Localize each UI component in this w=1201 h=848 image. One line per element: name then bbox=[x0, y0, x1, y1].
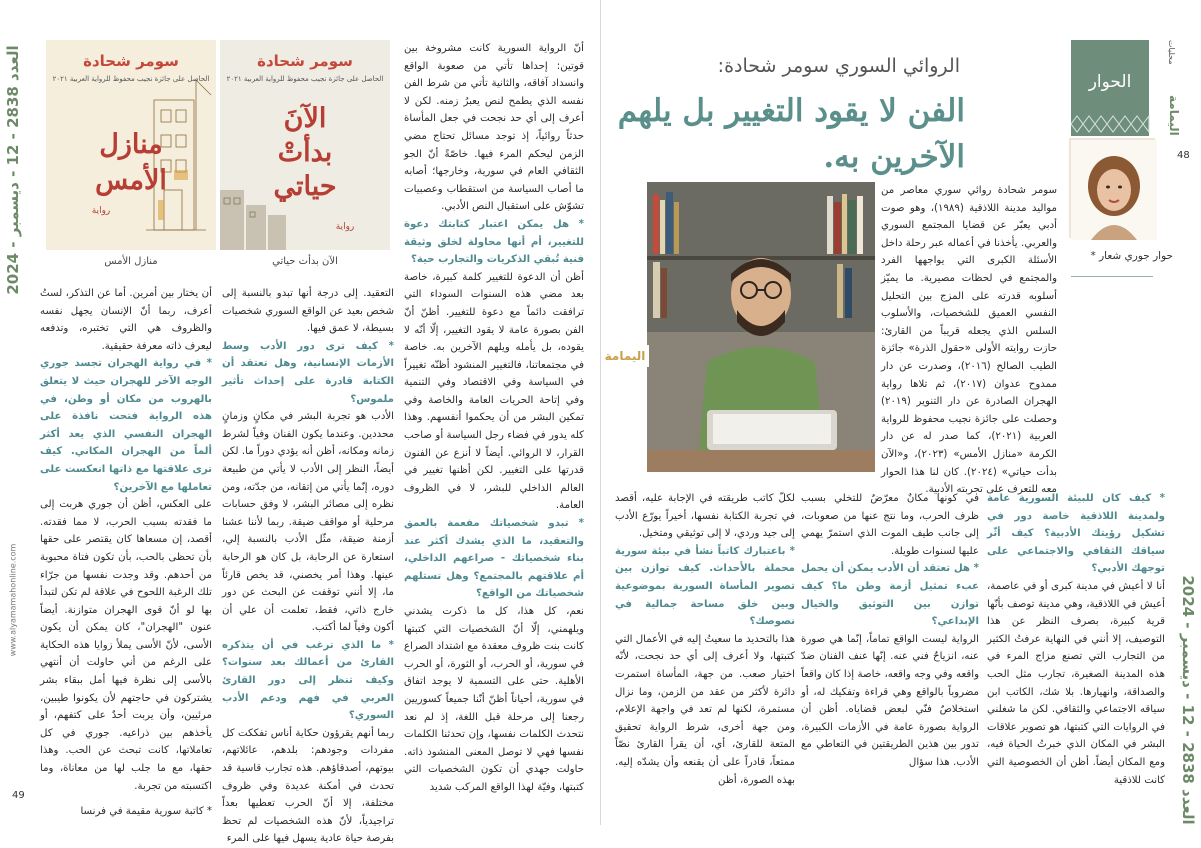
article-column-mid-a bbox=[615, 490, 795, 810]
cover-author: سومر شحادة bbox=[83, 52, 179, 70]
cover-title-line1: الآنَ bbox=[283, 103, 327, 134]
page-48 bbox=[600, 0, 1200, 825]
book-cover-al-an-bada-at-hayati bbox=[220, 40, 390, 250]
paragraph: هذا بالتحديد ما سعيتُ إليه في الأعمال التي كتبتها، ولا أعرف إلى أي حد نجحت، لأنّه اختيار صعب. من جهة، المأساة استمرت دائرة لأكثر من عقد من الزمن، وما نزال مستمرة، لكنها لم تعد في واجهة الإعلام، ومن جهة أخرى، شرط الرواية تحقيق المتعة للقارئ، أي، أن يقرأ القارئ نصّاً ممتعاً، قادراً على أن يقنعه وأن يشدّه إليه. بهذه الصورة، أظن bbox=[615, 633, 795, 786]
cover-caption-al-an: الآن بدأت حياتي bbox=[272, 256, 338, 267]
paragraph: أظن أن الدعوة للتغيير كلمة كبيرة، خاصة بعد مضي هذه السنوات السوداء التي ترافقت دائماً مع دعوة للتغيير. أظنّ أنّ الفن بصورة عامة لا يقود التغيير، إلّا أنّه لا يقوده، بل يأمله ويلهم الآخرين به. خاصة في مجتمعاتنا، فالتغيير المنشود أظنّه تغييراً في السياسة وفي الاقتصاد وفي التنمية وفي إتاحة الحريات العامة والخاصة وفي تمكين البشر من أن يحكموا أنفسهم. وهذا كله يدور في فضاء رجل السياسة أو صاحب القرار، لا الروائي. أيضاً لا أنزع عن الفنون قدرتها على التغيير. لكن أظنها تغيير في العالم الداخلي للبشر، لا في الظروف العامة. bbox=[404, 271, 584, 512]
cover-title-line1: منازل bbox=[99, 129, 163, 160]
cover-title-line2: بدأتْ bbox=[277, 137, 333, 168]
cover-genre: رواية bbox=[335, 222, 355, 232]
author-portrait bbox=[1069, 138, 1155, 238]
cover-subtitle: الحاصل على جائزة نجيب محفوظ للرواية العربية ٢٠٢١ bbox=[226, 75, 384, 83]
author-footnote: * كاتبة سورية مقيمة في فرنسا bbox=[80, 806, 212, 818]
portrait-illustration bbox=[1071, 140, 1157, 240]
paragraph: على العكس، أظن أن جوري هربت إلى ما فقدته بسبب الحرب، لا مما فقدته. أقصد، إن مسعاها كان يقتصر على حقها بأن تحظى بالحب، بأن تكون فتاة محبوبة من أحدهم. وقد وجدت نفسها من جرّاء تلك الرغبة اللحوح في علاقة لم تكن لتبدأ بها لو أنّ قوى الهجران متوازنة. أيضاً عنون "الهجران"، كان يمكن أن يكون الأسى، لأنّ الأسى يملأ زوايا هذه الحكاية على الرغم من أني حاولت أن أنتهي بالأسى إلى نظرة فيها أمل ببقاء بشر يشتركون في حاجتهم لأن يكونوا طيبين، مرئيين، وأن يربت أحدٌ على كتفهم، أو يأخذهم بين ذراعيه. جوري في كل تعاملاتها، كانت تبحث عن الحب. وهذا حقها، مع ما جلب لها من معاناة، وما اكتسبته من تجربة. bbox=[40, 499, 212, 792]
paragraph: أنّ الرواية السورية كانت مشروخة بين قوتين: إحداها تأتي من صعوبة الواقع وانسداد آفاقه، والثانية تأتي من شرط الفن نفسه الذي يطمح لنص يعبرُ زمنه. لكن لا أعرف إلى أي حد نجحت في جعل المأساة حدثاً روائياً، إذ توجد مسائل تحتاج مضي الزمن ليحكم المرء فيها. خاصّةً أنّ الجو الثقافي العام في سورية، وخارجها؛ أصابه ما أصاب السياسة من استقطاب وعصبيات تشوّش على استقبال النص الأدبي. bbox=[404, 43, 584, 213]
page-49 bbox=[0, 0, 600, 845]
paragraph: نعم، كل هذا، كل ما ذكرت يشدني ويلهمني، إلّا أنّ الشخصيات التي كتبتها كانت بنت ظروف معقدة مع اشتداد الصراع في سورية، أو الحرب، أو الثورة، أو الحرب الأهلية. حتى على التسمية لا يوجد اتفاق في سورية، أحياناً أظنّ أنّنا جميعاً كسوريين رجعنا إلى مرحلة قبل اللغة، إذ لم نعد نتحدث الكلمات نفسها، وإن تحدثنا الكلمات نفسها فهي لا توصل المعنى المنشود ذاته. حاولت جهدي أن تكون الشخصيات التي كتبتها، وفيّة لهذا الواقع المركب شديد bbox=[404, 606, 584, 793]
cover-title-line2: الأمس bbox=[95, 165, 167, 196]
paragraph: لكلّ كاتب طريقته في الإجابة عليه، أقصد في تجربة الكتابة نفسها، أخيراً يورّع الأدب إلى جيد وردي، لا إلى توثيقي ومتخيل. bbox=[615, 493, 795, 540]
question: * كيف ترى دور الأدب وسط الأزمات الإنسانية، وهل تعتقد أن الكتابة قادرة على إحداث تأثير ملموس؟ bbox=[222, 340, 394, 405]
brand-logo: اليمامة bbox=[1167, 95, 1181, 136]
photo-illustration bbox=[647, 182, 875, 472]
article-headline: الفن لا يقود التغيير بل يلهم الآخرين به. bbox=[617, 93, 965, 175]
credit-divider bbox=[1071, 276, 1153, 277]
question: * في رواية الهجران تجسد جوري الوجه الآخر للهجران حيث لا يتعلق بالهروب من مكان أو وطن، في هذه الرواية فتحت نافذة على الهجران النفسي الذي يعد أكثر ألماً من الهجران المكاني. كيف ترى علاقتها مع ذاتها انعكست على تعاملها مع الآخرين؟ bbox=[40, 358, 212, 493]
paragraph: أن يختار بين أمرين. أما عن التذكر، لستُ أعرف، ربما أنّ الإنسان يجهل نفسه والظروف هي التي تختبره، وتدفعه ليعرف ذاته معرفة حقيقية. bbox=[40, 288, 212, 352]
brand-tag: محليات bbox=[1167, 40, 1176, 65]
article-column-left-b bbox=[40, 285, 212, 818]
issue-label-right: العدد 2838 - 12 - ديسمبر - 2024 bbox=[1179, 575, 1197, 825]
section-label: الحوار bbox=[1088, 72, 1132, 92]
intro-paragraph: سومر شحادة روائي سوري معاصر من مواليد مدينة اللاذقية (١٩٨٩)، وهو صوت أدبي يعبّر عن قضايا المجتمع السوري والعربي. يأخذنا في أعماله عبر رحلة داخل الأسئلة الكبرى التي يواجهها الفرد والمجتمع في لحظات مصيرية. ما يميّز أسلوبه قدرته على المزج بين التحليل النفسي العميق للشخصيات، والأسلوب السلس الذي يجعله قريباً من القارئ: حازت روايته الأولى «حقول الذرة» جائزة الطيب الصالح (٢٠١٦)، وصدرت عن دار ممدوح عدوان (٢٠١٧)، ثم تلاها رواية الهجران الصادرة عن دار التنوير (٢٠١٩) وحصلت على جائزة نجيب محفوظ للرواية العربية (٢٠٢١)، كما صدر له عن دار الكرمة «منازل الأمس» (٢٠٢٣)، و«الآن بدأت حياتي» (٢٠٢٤). كان لنا هذا الحوار معه للتعرف على تجربته الأدبية. bbox=[881, 185, 1058, 496]
cover-title-line3: حياتي bbox=[273, 171, 337, 202]
question: * هل يمكن اعتبار كتابتك دعوة للتغيير، أم أنها محاولة لخلق وثيقة فنية تُبقي الذكريات والتجارب حية؟ bbox=[404, 218, 584, 266]
question: * تبدو شخصياتك مفعمة بالعمق والتعقيد، ما الذي يشدك أكثر عند بناء شخصياتك - صراعهم الداخلي، أم علاقتهم بالمجتمع؟ وهل تستلهم شخصياتك من الواقع؟ bbox=[404, 518, 584, 600]
paragraph: ربما أنهم يقرؤون حكاية أناس تفككت كل مفردات وجودهم: بلدهم، عائلاتهم، بيوتهم، أصدقاؤهم. هذه تجارب قاسية قد تحدث في أمكنة عديدة وفي ظروف مختلفة، إلا أنّ الحرب تعطيها بعداً تراجيدياً، لأنّ هذه الشخصيات لم تحظ بفرصة حياة عادية يسهل فيها على المرء bbox=[222, 727, 394, 845]
page-number-left: 49 bbox=[12, 790, 25, 801]
paragraph: الرواية ليست الواقع تماماً، إنّما هي صورة عنه، انزياحٌ فني عنه. إنّها عنف الفنان ضدّ واقعه وفي وجه واقعه، خاصة إذا كان واقعاً مضروباً بالواقع وهي قراءة وتفكيك له، أو استخلاصٌ فنّي لبعض قضاياه. أظن أن الرواية بصورة عامة في الأزمات الكبيرة، تدور بين هذين الطريقتين في التعاطي مع الأدب. هذا سؤال bbox=[801, 633, 979, 768]
paragraph: في كونها مكانٌ معرّضٌ للتخلي بسبب ظرف الحرب، وما نتج عنها من صعوبات، إلى جانب طيف الموت الذي استمرّ يهمي عليها لسنوات طويلة. bbox=[801, 493, 979, 557]
article-column-mid-b bbox=[404, 40, 584, 810]
question: * هل تعتقد أن الأدب يمكن أن يحمل عبء تمثيل أزمة وطن ما؟ كيف توازن بين التوثيق والخيال الإبداعي؟ bbox=[801, 563, 979, 628]
brand-logo-inline: اليمامة bbox=[601, 345, 649, 367]
cover-subtitle: الحاصل على جائزة نجيب محفوظ للرواية العربية ٢٠٢١ bbox=[52, 75, 210, 83]
cover-author: سومر شحادة bbox=[257, 52, 353, 70]
page-number-right: 48 bbox=[1177, 150, 1190, 161]
cover-caption-manazil: منازل الأمس bbox=[104, 256, 158, 267]
website-url[interactable]: www.alyamamahonline.com bbox=[8, 543, 18, 657]
cover-genre: رواية bbox=[91, 206, 111, 216]
issue-label-left: العدد 2838 - 12 - ديسمبر - 2024 bbox=[4, 45, 22, 295]
article-column-right-b bbox=[801, 490, 979, 810]
question: * ما الذي ترغب في أن يتذكره القارئ من أعمالك بعد سنوات؟ وكيف تنظر إلى دور القارئ العربي في فهم ودعم الأدب السوري؟ bbox=[222, 639, 394, 722]
article-column-left-a bbox=[222, 285, 394, 845]
paragraph: التعقيد. إلى درجة أنها تبدو بالنسبة إلى شخص بعيد عن الواقع السوري شخصيات بسيطة، لا عمق فيها. bbox=[222, 288, 394, 335]
paragraph: أنا لا أعيش في مدينة كبرى أو في عاصمة، أعيش في اللاذقية، وهي مدينة توصف بأنّها قرية كبيرة، بصرف النظر عن هذا التوصيف، إلا أنني في النهاية عرفتُ الكثير من التجارب التي تصنع مزاج المرء في هذه المدينة الصغيرة، تجارب مثل الحب والصداقة، وانهيارها. بلا شك، الكاتب ابن سياقه الاجتماعي والثقافي. لكن ما شغلني في الروايات التي كتبتها، هو تصوير علاقات البشر في المكان الذي خبرتُ الحياة فيه، ومع المكان أيضاً. أظن أن الخصوصية التي كانت للاذقية bbox=[987, 580, 1165, 786]
article-intro bbox=[881, 182, 1058, 496]
paragraph: الأدب هو تجربة البشر في مكانٍ وزمانٍ محددين. وعندما يكون الفنان وفياً لشرط زمانه ومكانه، أظن أنه يؤدي دوراً ما. لكن أيضاً، النظر إلى الأدب لا يأتي من طبيعة دوره، إنّما يأتي من إتقانه، من جدّته، ومن نظره إلى مصائر البشر، لا وفق حسابات مرحلية أو مواقف ضيقة. ربما لأننا عشنا أزمنة ضيقة، مثّل الأدب بالنسبة إلي، استعارة عن الرحابة، بل كان هو الرحابة عينها. وهذا أمر يخصني، قد يخص قارئاً ما، إلا أنني توقفت عن البحث عن دور خارج ذاتي، فقط، تعلمت أن علي أن أكون وفياً لما أكتب. bbox=[222, 411, 394, 634]
book-cover-manazil-al-ams bbox=[46, 40, 216, 250]
left-edge-strip bbox=[0, 0, 26, 825]
article-kicker: الروائي السوري سومر شحادة: bbox=[717, 55, 960, 77]
author-photo bbox=[647, 182, 875, 472]
author-credit: حوار جوري شعار * bbox=[1090, 250, 1173, 262]
article-column-right-a bbox=[987, 490, 1165, 810]
ornament-pattern bbox=[1071, 112, 1149, 136]
question: * باعتبارك كاتباً نشأ في بيئة سورية محملة بالأحداث. كيف توازن بين تصوير المأساة السورية بموضوعية وبين خلق مساحة جمالية في نصوصك؟ bbox=[615, 545, 795, 628]
question: * كيف كان للبيئة السورية عامة ولمدينة اللاذقية خاصة دور في تشكيل رؤيتك الأدبية؟ كيف أثّر سياقك الثقافي والاجتماعي على توجهك الأدبي؟ bbox=[987, 493, 1165, 575]
